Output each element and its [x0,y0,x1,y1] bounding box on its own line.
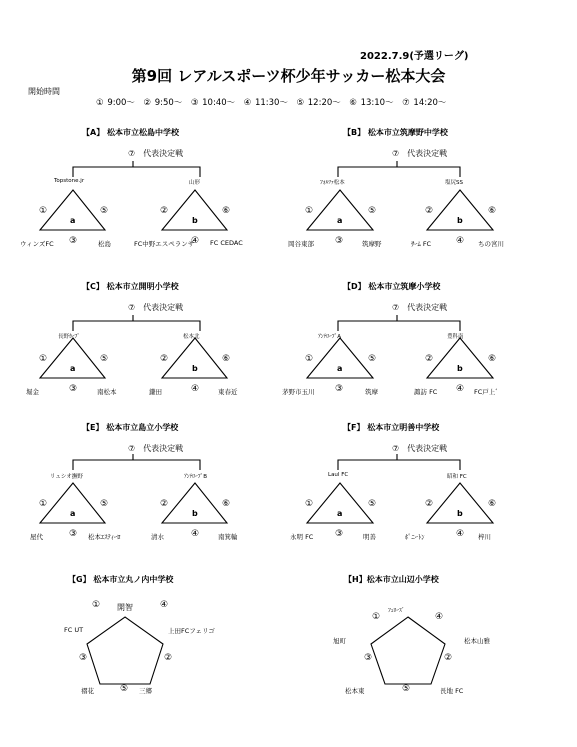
match-num: ⑤ [368,499,377,509]
final-label-b: ⑦ 代表決定戦 [392,149,448,158]
final-label-f: ⑦ 代表決定戦 [392,444,448,453]
team-b-top-e: ｱﾝﾃﾛｰﾌﾟB [184,474,208,480]
tournament-title: 第9回 レアルスポーツ杯少年サッカー松本大会 [131,67,446,85]
match-num: ⑥ [488,206,497,216]
team-a-right-d: 筑摩 [365,388,378,396]
team-b-right-a: FC CEDAC [210,239,243,247]
match-num: ⑤ [368,354,377,364]
venue-b: 【B】 松本市立筑摩野中学校 [343,128,448,137]
match-num: ③ [69,384,78,394]
match-num: ③ [335,529,344,539]
match-num: ④ [160,600,169,610]
team-a-left-d: 茅野市玉川 [282,388,315,396]
final-label-d: ⑦ 代表決定戦 [392,303,448,312]
match-num: ③ [69,236,78,246]
match-num: ① [305,499,314,509]
match-num: ① [372,612,381,622]
team-a-right-f: 明善 [363,533,376,541]
team-b-right-f: 梓川 [478,533,491,541]
group-letter: a [70,216,76,225]
match-num: ① [305,354,314,364]
match-num: ⑤ [100,354,109,364]
match-num: ⑤ [120,684,129,694]
team-a-top-e: リュシオ撫野 [50,474,83,480]
team-a-right-b: 筑摩野 [362,240,382,248]
venue-c: 【C】 松本市立開明小学校 [82,282,179,291]
match-num: ② [425,499,434,509]
team-br-h: 長地 FC [440,687,464,695]
team-bl-h: 松本東 [345,687,365,695]
match-num: ⑤ [100,499,109,509]
venue-h: 【H】松本市立山辺小学校 [344,575,439,584]
match-num: ② [444,653,453,663]
team-top-g: 開智 [117,603,133,612]
team-b-left-f: ﾎﾟﾆｰﾄﾝ [405,533,425,541]
match-num: ② [160,499,169,509]
team-left-h: 旭町 [333,637,346,645]
group-letter: b [192,509,198,518]
team-b-top-d: 豊科南 [447,334,464,340]
match-num: ⑤ [100,206,109,216]
match-num: ① [39,499,48,509]
match-num: ⑥ [222,206,231,216]
start-times: ① 9:00～ ② 9:50～ ③ 10:40～ ④ 11:30～ ⑤ 12:20～ ⑥ 13:10～ ⑦ 14:20～ [96,98,447,108]
team-left-g: FC UT [64,626,84,634]
team-a-left-e: 屋代 [30,533,43,541]
team-a-left-c: 堀金 [26,388,39,396]
match-num: ② [164,653,173,663]
team-a-right-c: 南松本 [97,388,117,396]
match-num: ① [39,206,48,216]
team-bl-g: 褶花 [81,687,94,695]
match-num: ⑥ [488,354,497,364]
group-letter: b [457,364,463,373]
team-top-h: ﾌｪﾛｰｽﾞ [388,608,405,614]
match-num: ① [305,206,314,216]
team-b-top-b: 塩尻SS [445,180,463,186]
team-b-top-a: 山形 [189,180,201,186]
match-num: ② [160,206,169,216]
team-a-left-b: 岡谷東部 [288,240,314,248]
match-num: ⑥ [222,354,231,364]
team-b-right-e: 南箕輪 [218,533,238,541]
team-a-top-c: 長野ｶｰﾌﾟ [58,334,81,340]
group-letter: b [192,364,198,373]
match-num: ④ [191,529,200,539]
group-letter: b [457,216,463,225]
team-a-top-d: ｱﾝﾃﾛｰﾌﾟA [318,334,342,340]
team-a-top-b: ﾌｫﾙﾂｧ松本 [320,180,345,186]
match-num: ⑤ [402,684,411,694]
match-num: ③ [335,236,344,246]
venue-g: 【G】 松本市立丸ノ内中学校 [68,575,174,584]
venue-f: 【F】 松本市立明善中学校 [343,423,440,432]
group-letter: a [70,509,76,518]
match-num: ③ [79,653,88,663]
team-b-right-c: 東春近 [218,388,238,396]
final-label-e: ⑦ 代表決定戦 [128,444,184,453]
team-b-right-b: ちの宮川 [478,240,504,248]
team-b-top-f: 昭和 FC [447,474,467,480]
team-b-left-c: 鎌田 [149,388,162,396]
match-num: ④ [191,384,200,394]
team-b-right-d: FC戸上ﾞ [474,388,499,396]
final-label-a: ⑦ 代表決定戦 [128,149,184,158]
start-time-label: 開始時間 [28,87,60,96]
team-a-left-a: ウィンズFC [20,240,54,248]
venue-e: 【E】 松本市立島立小学校 [82,423,179,432]
match-num: ② [160,354,169,364]
match-num: ② [425,354,434,364]
team-b-left-d: 諏訪 FC [414,388,438,396]
match-num: ⑥ [488,499,497,509]
match-num: ④ [191,236,200,246]
group-letter: a [337,216,343,225]
match-num: ④ [456,384,465,394]
group-letter: b [192,216,198,225]
match-num: ③ [69,529,78,539]
match-num: ② [425,206,434,216]
group-letter: a [337,364,343,373]
match-num: ① [39,354,48,364]
venue-a: 【A】 松本市立松島中学校 [82,128,179,137]
match-num: ④ [456,236,465,246]
match-num: ⑥ [222,499,231,509]
team-a-left-f: 永明 FC [290,533,314,541]
match-num: ③ [364,653,373,663]
match-num: ④ [456,529,465,539]
team-br-g: 三郷 [139,687,152,695]
final-label-c: ⑦ 代表決定戦 [128,303,184,312]
group-letter: b [457,509,463,518]
venue-d: 【D】 松本市立筑摩小学校 [343,282,441,291]
team-right-h: 松本山雅 [464,637,490,645]
group-letter: a [70,364,76,373]
team-b-left-b: ｻｰﾑ FC [411,240,432,248]
match-date: 2022.7.9(予選リーグ) [360,51,469,62]
group-letter: a [337,509,343,518]
team-a-top-a: Topstone.jr [54,178,85,184]
match-num: ⑤ [368,206,377,216]
team-b-left-e: 清水 [151,533,164,541]
team-b-left-a: FC中野エスペランサ [134,240,195,248]
team-a-right-e: 松本ｴｽﾃｨｰﾛ [88,533,121,541]
team-a-top-f: Laul FC [328,472,349,478]
team-b-top-c: 松本北 [183,334,200,340]
team-a-right-a: 松島 [98,240,111,248]
team-right-g: 上田FCフェリゴ [168,627,215,635]
match-num: ① [92,600,101,610]
match-num: ④ [435,612,444,622]
match-num: ③ [335,384,344,394]
